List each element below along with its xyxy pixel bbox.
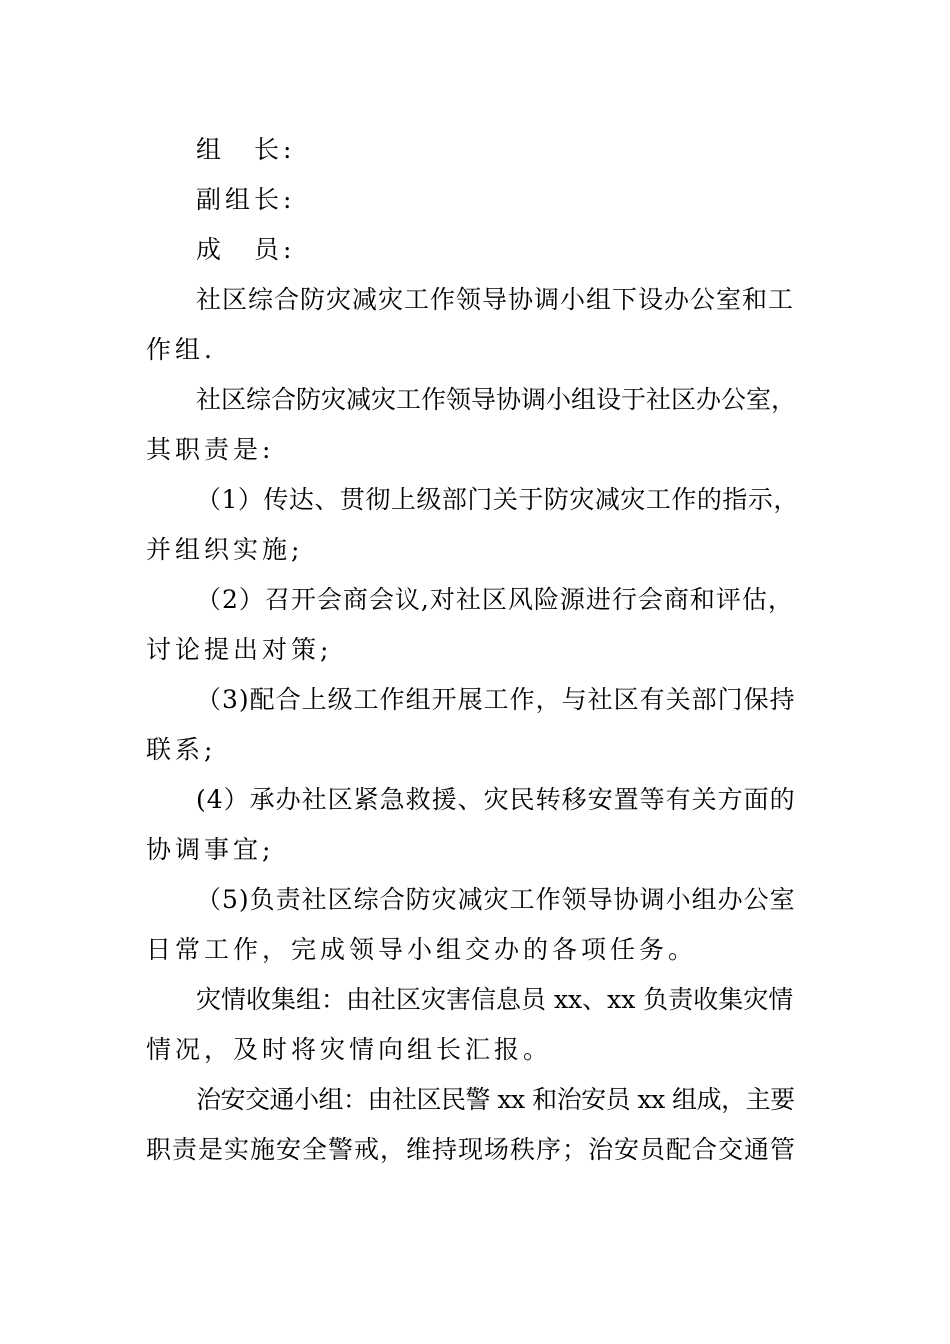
- paragraph-line: 其职责是:: [146, 435, 275, 464]
- list-item-line: 日常工作，完成领导小组交办的各项任务。: [146, 935, 698, 964]
- list-item-line: （5)负责社区综合防灾减灾工作领导协调小组办公室: [196, 885, 796, 914]
- deputy-leader-label: 副组长:: [196, 185, 296, 214]
- list-item-line: 协调事宜;: [146, 835, 275, 864]
- paragraph-line: 职责是实施安全警戒，维持现场秩序；治安员配合交通管: [146, 1135, 797, 1164]
- paragraph-line: 社区综合防灾减灾工作领导协调小组下设办公室和工: [196, 285, 795, 314]
- list-item-line: (4）承办社区紧急救援、灾民转移安置等有关方面的: [196, 785, 796, 814]
- paragraph-line: 灾情收集组：由社区灾害信息员 xx、xx 负责收集灾情: [196, 985, 794, 1014]
- list-item-line: 联系;: [146, 735, 217, 764]
- list-item-line: （1）传达、贯彻上级部门关于防灾减灾工作的指示，: [196, 485, 799, 514]
- list-item-line: 并组织实施;: [146, 535, 304, 564]
- paragraph-line: 治安交通小组：由社区民警 xx 和治安员 xx 组成，主要: [196, 1085, 795, 1114]
- leader-label: 组 长:: [196, 135, 296, 164]
- paragraph-line: 社区综合防灾减灾工作领导协调小组设于社区办公室，: [196, 385, 797, 414]
- paragraph-line: 情况，及时将灾情向组长汇报。: [146, 1035, 553, 1064]
- list-item-line: （2）召开会商会议,对社区风险源进行会商和评估，: [196, 585, 794, 614]
- list-item-line: （3)配合上级工作组开展工作，与社区有关部门保持: [196, 685, 796, 714]
- members-label: 成 员:: [196, 235, 296, 264]
- paragraph-line: 作组.: [146, 335, 216, 364]
- list-item-line: 讨论提出对策;: [146, 635, 333, 664]
